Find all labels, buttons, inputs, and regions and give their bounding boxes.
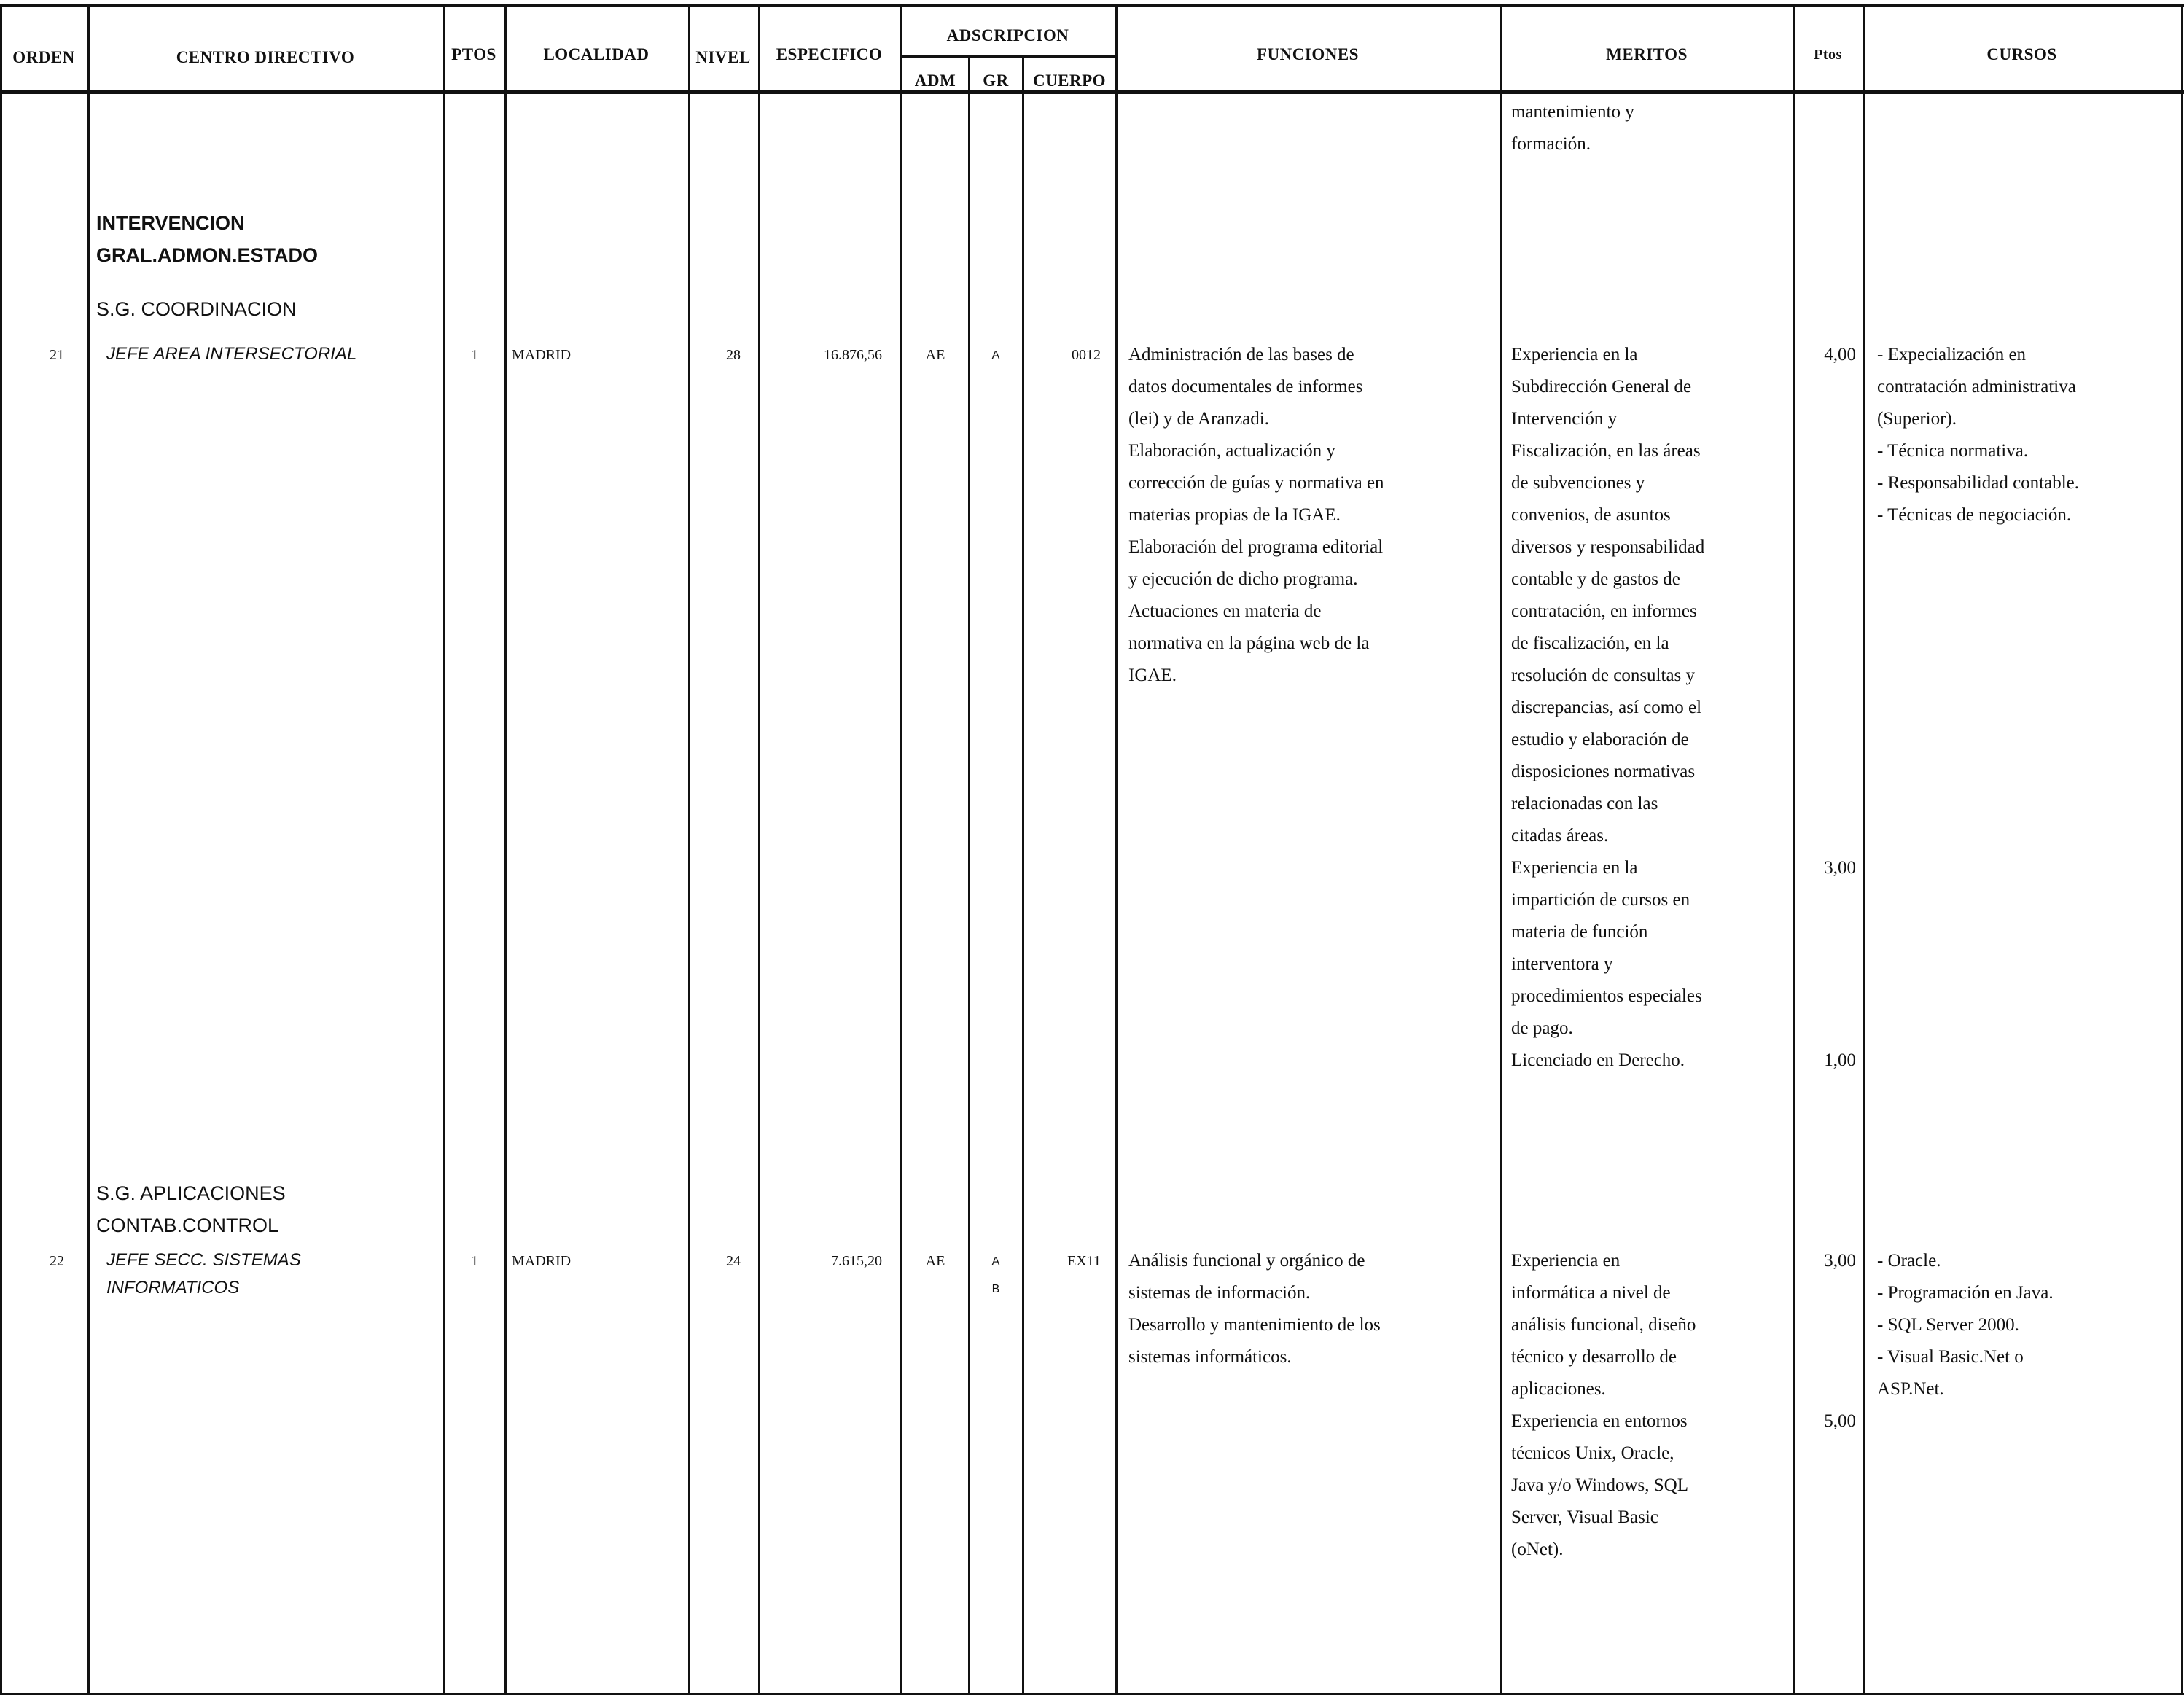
meritos-line: estudio y elaboración de [1511, 730, 1689, 749]
header-especifico: ESPECIFICO [776, 45, 883, 63]
meritos-line: Java y/o Windows, SQL [1511, 1475, 1688, 1495]
header-orden: ORDEN [12, 48, 75, 66]
header-gr: GR [983, 71, 1009, 90]
header-meritos: MERITOS [1606, 45, 1688, 63]
funciones-line: normativa en la página web de la [1128, 633, 1370, 653]
header-adscripcion: ADSCRIPCION [946, 26, 1069, 44]
header-centro-directivo: CENTRO DIRECTIVO [176, 48, 355, 66]
col-border [2181, 6, 2183, 1694]
col-border [900, 6, 902, 1694]
meritos-line: contable y de gastos de [1511, 569, 1680, 589]
nivel: 24 [726, 1253, 741, 1269]
meritos-line: interventora y [1511, 954, 1613, 974]
col-border [0, 6, 2, 1694]
meritos-line: relacionadas con las [1511, 794, 1658, 814]
header-cursos: CURSOS [1986, 45, 2057, 63]
merito-ptos: 3,00 [1824, 858, 1856, 878]
meritos-line: Experiencia en [1511, 1251, 1621, 1271]
puesto-line: JEFE SECC. SISTEMAS [106, 1250, 301, 1270]
funciones-line: Administración de las bases de [1128, 345, 1354, 364]
col-border [443, 6, 445, 1694]
gr-value: A [991, 349, 1000, 362]
cuerpo: EX11 [1067, 1253, 1101, 1269]
funciones-line: sistemas de información. [1128, 1283, 1311, 1303]
merito-ptos: 3,00 [1824, 1251, 1856, 1271]
meritos-line: diversos y responsabilidad [1511, 537, 1705, 557]
meritos-line: Intervención y [1511, 409, 1618, 429]
orden: 22 [50, 1253, 64, 1269]
meritos-line: Experiencia en la [1511, 858, 1638, 878]
adscripcion-divider [902, 55, 1115, 58]
puesto [106, 340, 427, 368]
col-border [504, 6, 507, 1694]
funciones-line: corrección de guías y normativa en [1128, 473, 1384, 493]
subsection-line: CONTAB.CONTROL [96, 1214, 279, 1236]
meritos-line: convenios, de asuntos [1511, 505, 1671, 525]
cursos-line: (Superior). [1877, 409, 1957, 429]
meritos-line: de subvenciones y [1511, 473, 1645, 493]
funciones-line: Actuaciones en materia de [1128, 601, 1322, 621]
section-title-line: INTERVENCION [96, 212, 245, 234]
localidad: MADRID [512, 1253, 572, 1269]
header-cuerpo: CUERPO [1032, 71, 1107, 90]
header-ptos-meritos: Ptos [1814, 47, 1842, 63]
ptos: 1 [471, 1253, 478, 1269]
orden: 21 [50, 347, 64, 363]
especifico: 7.615,20 [831, 1253, 882, 1269]
col-border [87, 6, 90, 1694]
table-bottom-border [0, 1693, 2184, 1695]
header-funciones: FUNCIONES [1257, 45, 1359, 63]
cursos-line: - Oracle. [1877, 1251, 1941, 1271]
merito [1511, 1405, 1788, 1566]
funciones-line: materias propias de la IGAE. [1128, 505, 1341, 525]
funciones-line: Análisis funcional y orgánico de [1128, 1251, 1365, 1271]
cuerpo: 0012 [1072, 347, 1101, 363]
col-border [968, 57, 970, 1694]
col-border [1863, 6, 1865, 1694]
meritos-line: de pago. [1511, 1018, 1573, 1038]
merito [1511, 852, 1788, 1045]
cursos-line: - Visual Basic.Net o [1877, 1347, 2024, 1367]
cursos-line: - Técnica normativa. [1877, 441, 2029, 461]
header-localidad: LOCALIDAD [543, 45, 650, 63]
meritos-line: Licenciado en Derecho. [1511, 1050, 1685, 1070]
gr [970, 342, 1022, 370]
cursos-line: - Programación en Java. [1877, 1283, 2054, 1303]
meritos-line: citadas áreas. [1511, 826, 1609, 846]
meritos-line: materia de función [1511, 922, 1648, 942]
funciones-line: Desarrollo y mantenimiento de los [1128, 1315, 1381, 1335]
header-bottom-border [0, 90, 2184, 94]
meritos-line: Fiscalización, en las áreas [1511, 441, 1701, 461]
meritos-line: (oNet). [1511, 1540, 1564, 1559]
cursos [1877, 1245, 2176, 1405]
funciones-line: Elaboración, actualización y [1128, 441, 1335, 461]
col-border [1500, 6, 1502, 1694]
header-nivel: NIVEL [695, 48, 751, 66]
header-adm: ADM [914, 71, 956, 90]
gr-value: B [991, 1283, 1000, 1295]
meritos-line: Server, Visual Basic [1511, 1507, 1658, 1527]
ptos: 1 [471, 347, 478, 363]
subsection-aplicaciones [96, 1177, 286, 1241]
meritos-line: análisis funcional, diseño [1511, 1315, 1696, 1335]
meritos-line: Subdirección General de [1511, 377, 1692, 397]
localidad: MADRID [512, 347, 572, 363]
meritos-line: Experiencia en la [1511, 345, 1638, 364]
cursos-line: - SQL Server 2000. [1877, 1315, 2019, 1335]
especifico: 16.876,56 [824, 347, 882, 363]
puesto-line: INFORMATICOS [106, 1278, 240, 1298]
table-top-border [0, 4, 2184, 7]
funciones-line: y ejecución de dicho programa. [1128, 569, 1358, 589]
meritos-line: discrepancias, así como el [1511, 698, 1702, 717]
meritos-line: contratación, en informes [1511, 601, 1697, 621]
merito-ptos: 5,00 [1824, 1411, 1856, 1431]
merito [1511, 339, 1788, 852]
meritos-line: técnicos Unix, Oracle, [1511, 1443, 1674, 1463]
meritos-line: impartición de cursos en [1511, 890, 1690, 910]
subsection-coordinacion: S.G. COORDINACION [96, 298, 297, 320]
section-title-line: GRAL.ADMON.ESTADO [96, 244, 318, 266]
meritos-line: técnico y desarrollo de [1511, 1347, 1677, 1367]
meritos-line: procedimientos especiales [1511, 986, 1702, 1006]
header-ptos: PTOS [451, 45, 496, 63]
meritos-line: informática a nivel de [1511, 1283, 1671, 1303]
funciones-line: Elaboración del programa editorial [1128, 537, 1384, 557]
cursos-line: - Responsabilidad contable. [1877, 473, 2080, 493]
meritos-line: mantenimiento y [1511, 102, 1634, 122]
cursos-line: contratación administrativa [1877, 377, 2076, 397]
merito-ptos: 1,00 [1824, 1050, 1856, 1070]
puesto [106, 1247, 427, 1302]
funciones-line: IGAE. [1128, 666, 1177, 685]
nivel: 28 [726, 347, 741, 363]
col-border [1115, 6, 1118, 1694]
funciones-line: datos documentales de informes [1128, 377, 1363, 397]
meritos-line: de fiscalización, en la [1511, 633, 1669, 653]
funciones-line: sistemas informáticos. [1128, 1347, 1292, 1367]
cursos-line: ASP.Net. [1877, 1379, 1944, 1399]
adm: AE [925, 347, 945, 363]
section-title [96, 207, 318, 271]
puesto-line: JEFE AREA INTERSECTORIAL [106, 344, 357, 364]
col-border [1793, 6, 1795, 1694]
funciones [1128, 1245, 1493, 1373]
gr [970, 1248, 1022, 1303]
subsection-line: S.G. APLICACIONES [96, 1182, 286, 1204]
meritos-line: resolución de consultas y [1511, 666, 1696, 685]
gr-value: A [991, 1255, 1000, 1268]
meritos-line: disposiciones normativas [1511, 762, 1696, 781]
meritos-line: aplicaciones. [1511, 1379, 1606, 1399]
adm: AE [925, 1253, 945, 1269]
merito-ptos: 4,00 [1824, 345, 1856, 364]
continuation-meritos [1511, 96, 1634, 160]
cursos-line: - Técnicas de negociación. [1877, 505, 2072, 525]
col-border [688, 6, 690, 1694]
merito [1511, 1045, 1788, 1077]
cursos-line: - Expecialización en [1877, 345, 2027, 364]
meritos-line: formación. [1511, 134, 1591, 154]
merito [1511, 1245, 1788, 1405]
meritos-line: Experiencia en entornos [1511, 1411, 1688, 1431]
cursos [1877, 339, 2176, 531]
funciones-line: (lei) y de Aranzadi. [1128, 409, 1269, 429]
col-border [1022, 57, 1024, 1694]
funciones [1128, 339, 1493, 692]
col-border [758, 6, 760, 1694]
